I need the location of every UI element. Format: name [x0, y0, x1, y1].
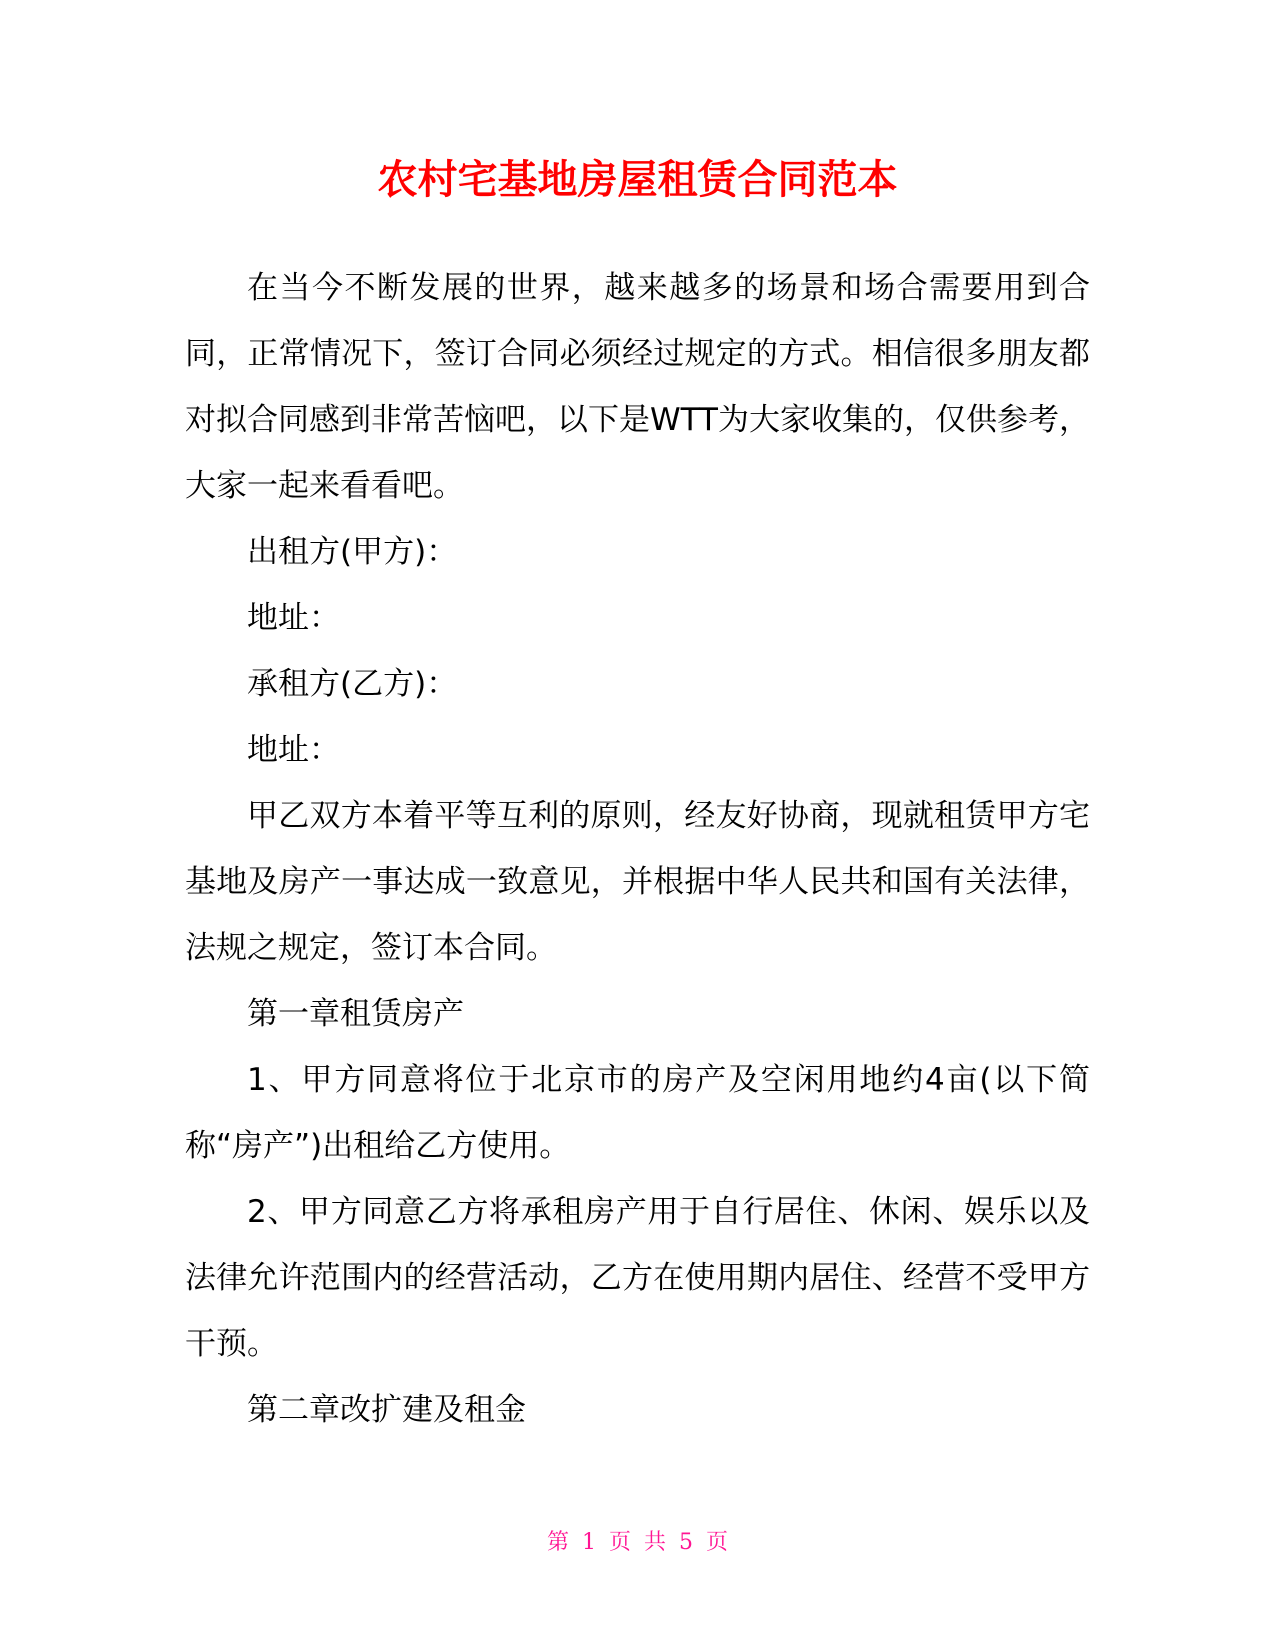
paragraph-lessor-address: 地址：: [247, 600, 340, 636]
paragraph-lessee: 承租方(乙方)：: [247, 666, 458, 702]
paragraph-lessee-address: 地址：: [247, 732, 340, 768]
paragraph-lessor: 出租方(甲方)：: [247, 534, 458, 570]
paragraph-intro: 在当今不断发展的世界，越来越多的场景和场合需要用到合同，正常情况下，签订合同必须经过规定的方式。相信很多朋友都对拟合同感到非常苦恼吧，以下是WTT为大家收集的，仅供参考，大家一起来看看吧。: [185, 270, 1090, 504]
chapter-heading-2: 第二章改扩建及租金: [247, 1392, 526, 1428]
page-number-footer: 第 1 页 共 5 页: [547, 1530, 728, 1555]
document-body: [185, 255, 1090, 1443]
paragraph-agreement: 甲乙双方本着平等互利的原则，经友好协商，现就租赁甲方宅基地及房产一事达成一致意见，并根据中华人民共和国有关法律，法规之规定，签订本合同。: [185, 798, 1090, 966]
document-title: 农村宅基地房屋租赁合同范本: [377, 157, 898, 203]
clause-2: 2、甲方同意乙方将承租房产用于自行居住、休闲、娱乐以及法律允许范围内的经营活动，乙方在使用期内居住、经营不受甲方干预。: [185, 1194, 1090, 1362]
chapter-heading-1: 第一章租赁房产: [247, 996, 464, 1032]
clause-1: 1、甲方同意将位于北京市的房产及空闲用地约4亩(以下简称“房产”)出租给乙方使用。: [185, 1062, 1090, 1164]
